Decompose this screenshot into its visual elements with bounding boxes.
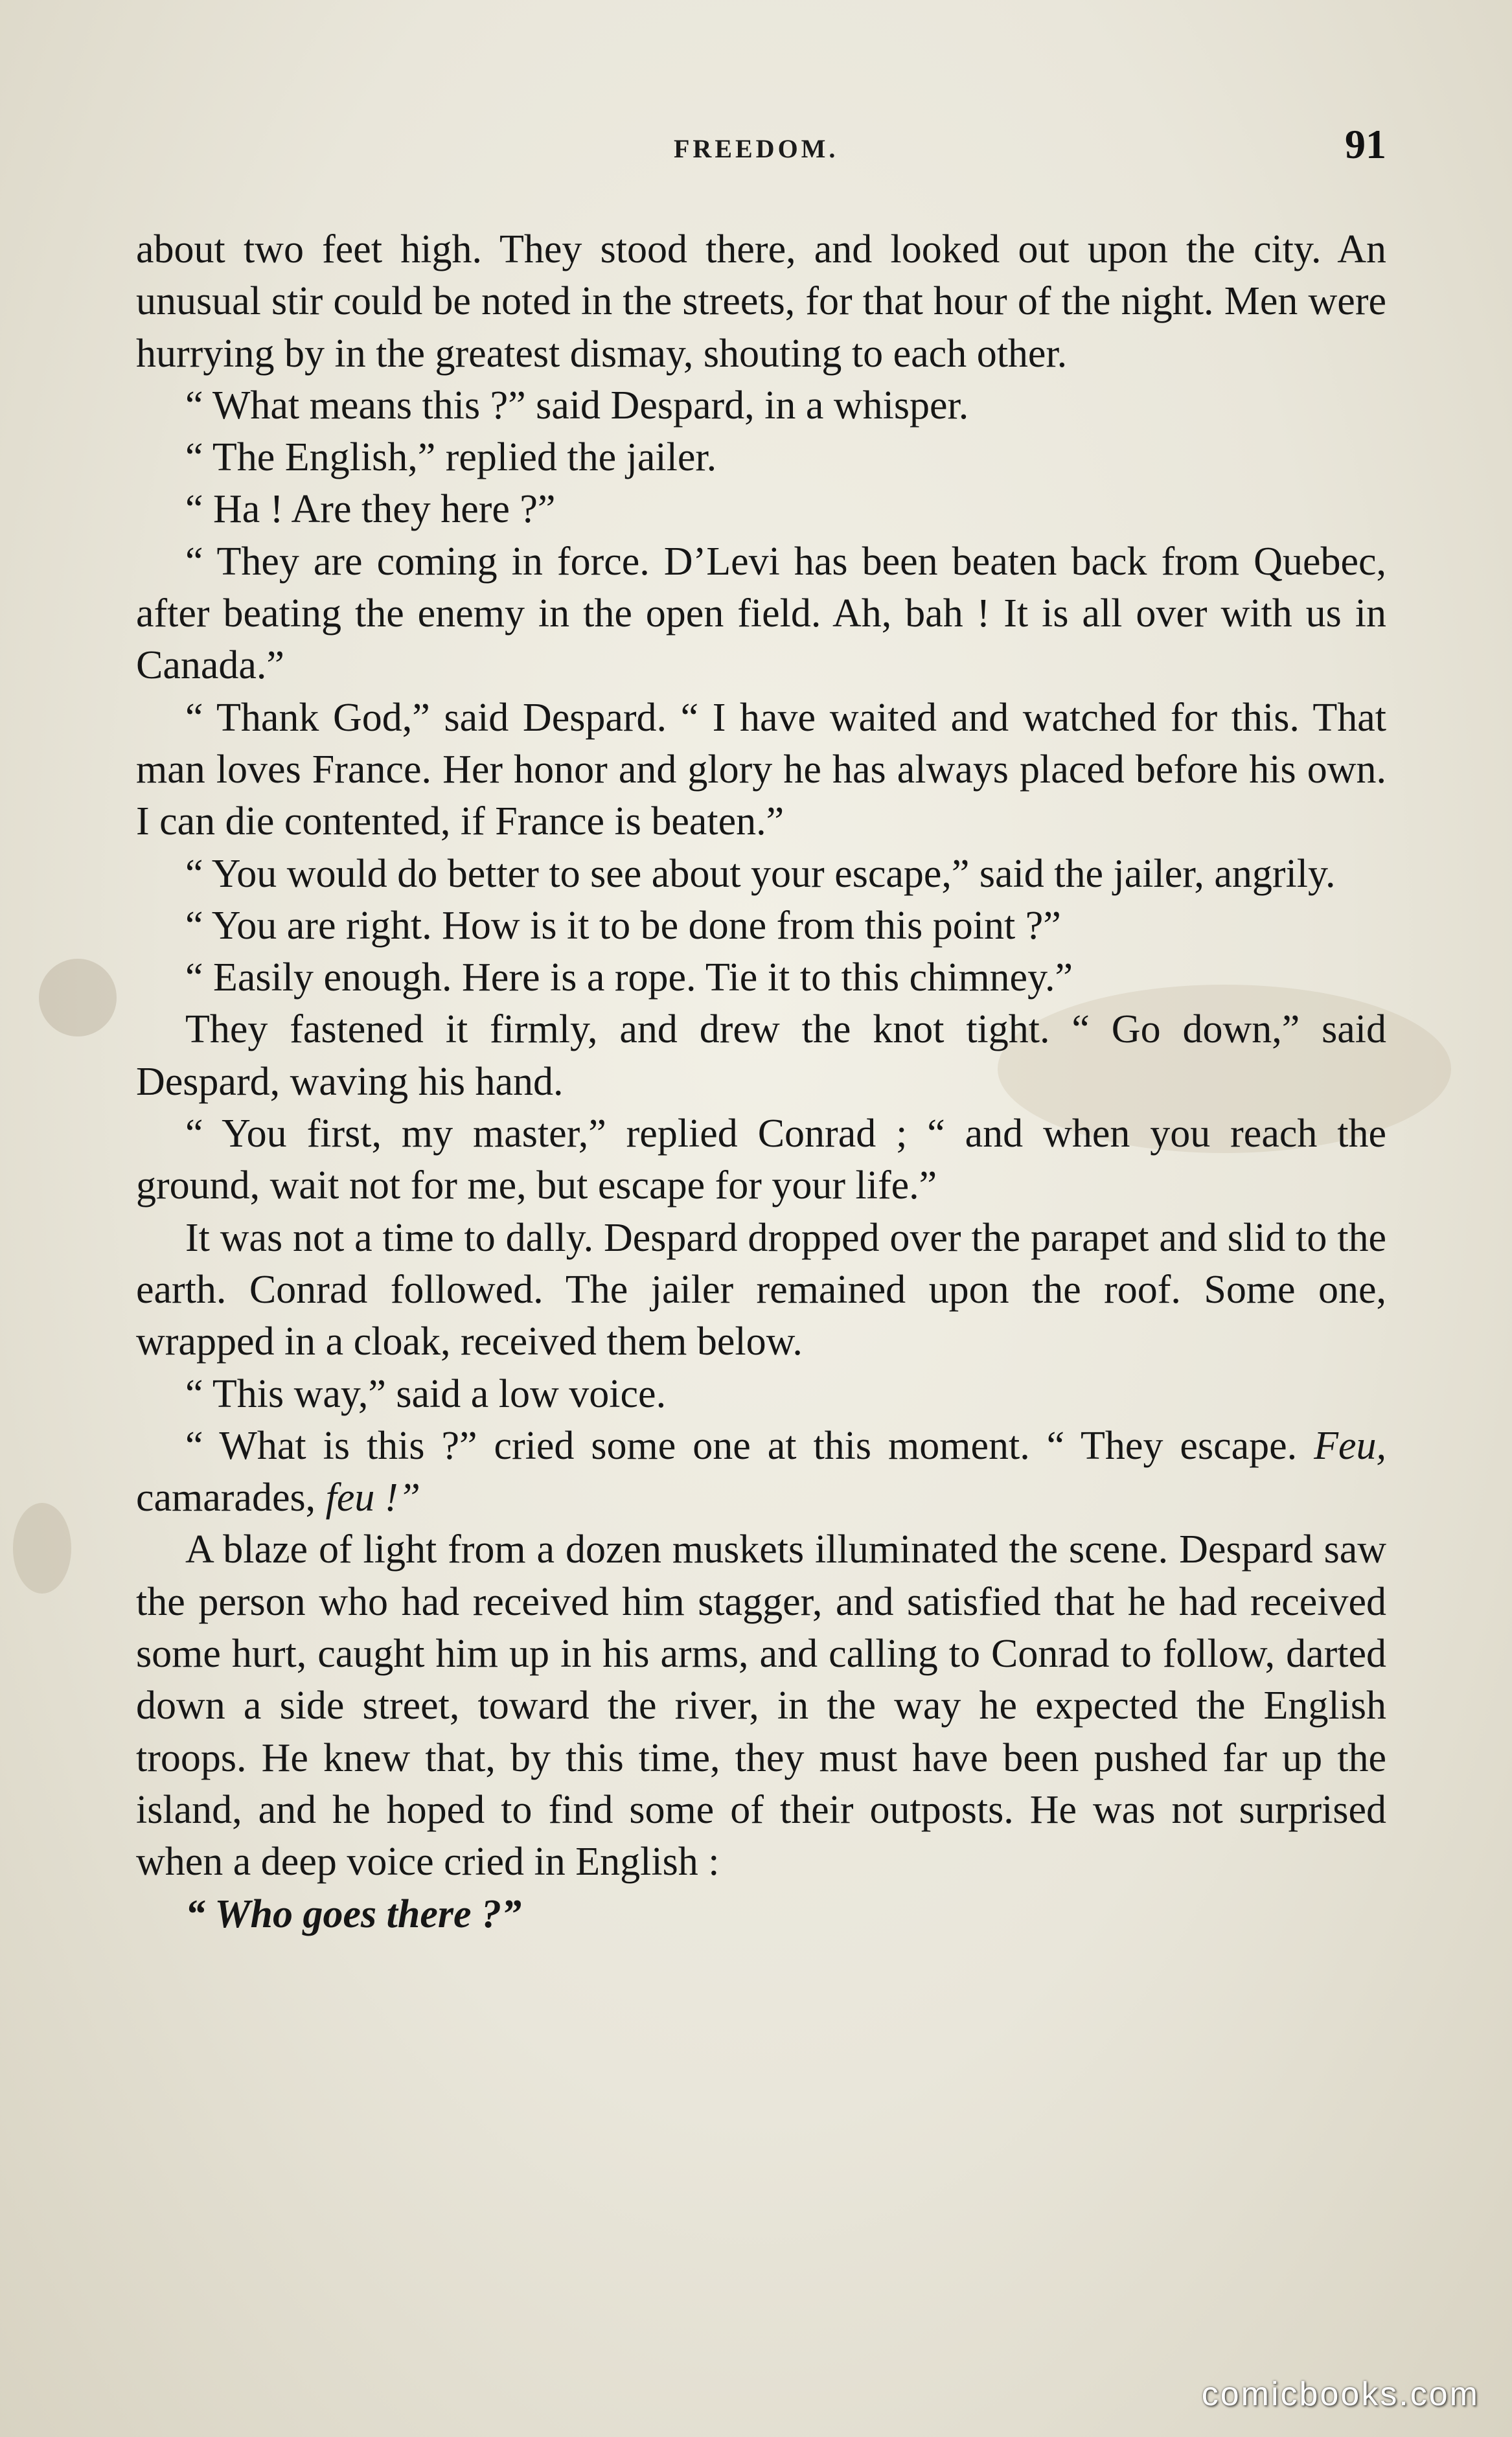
paragraph: “ Thank God,” said Despard. “ I have waited and watched for this. That man loves France. Her honor and glory he has always placed before his own. I can die contented, if France is beaten.” — [136, 695, 1386, 844]
paragraph — [136, 1420, 1386, 1524]
paragraph: “ What means this ?” said Despard, in a whisper. — [185, 383, 969, 428]
paper-damage — [39, 959, 117, 1036]
paper-damage — [13, 1503, 71, 1594]
paragraph: “ You first, my master,” replied Conrad ; “ and when you reach the ground, wait not for me, but escape for your life.” — [136, 1112, 1386, 1208]
paragraph: about two feet high. They stood there, and looked out upon the city. An unusual stir could be noted in the streets, for that hour of the night. Men were hurrying by in the greatest dismay, shouting to each other. — [136, 227, 1386, 376]
paragraph: “ They are coming in force. D’Levi has been beaten back from Quebec, after beating the enemy in the open field. Ah, bah ! It is all over with us in Canada.” — [136, 539, 1386, 688]
paragraph: It was not a time to dally. Despard dropped over the parapet and slid to the earth. Conrad followed. The jailer remained upon the roof. Some one, wrapped in a cloak, received them below. — [136, 1215, 1386, 1364]
paragraph: “ You would do better to see about your escape,” said the jailer, angrily. — [185, 851, 1336, 896]
paragraph: A blaze of light from a dozen muskets illuminated the scene. Despard saw the person who had received him stagger, and satisfied that he had received some hurt, caught him up in his arms, and calling to Conrad to follow, darted down a side street, toward the river, in the way he expected the English troops. He knew that, by this time, they must have been pushed far up the island, and he hoped to find some of their outposts. He was not surprised when a deep voice cried in English : — [136, 1527, 1386, 1884]
paragraph: They fastened it firmly, and drew the knot tight. “ Go down,” said Despard, waving his hand. — [136, 1007, 1386, 1104]
page-header — [136, 120, 1386, 179]
paragraph: “ Easily enough. Here is a rope. Tie it to this chimney.” — [185, 955, 1073, 1000]
paragraph: “ The English,” replied the jailer. — [185, 435, 717, 480]
paragraph: “ Who goes there ?” — [185, 1892, 522, 1936]
watermark: comicbooks.com — [1201, 2375, 1480, 2413]
dialogue-text: camarades, — [136, 1476, 326, 1520]
french-text: Feu, — [1314, 1423, 1386, 1468]
paragraph: “ Ha ! Are they here ?” — [185, 487, 556, 532]
paragraph: “ This way,” said a low voice. — [185, 1371, 667, 1416]
paragraph: “ You are right. How is it to be done from this point ?” — [185, 903, 1061, 948]
french-text: feu !” — [325, 1476, 420, 1520]
page-number: 91 — [1345, 121, 1386, 167]
body-text — [136, 223, 1386, 1940]
dialogue-text: “ What is this ?” cried some one at this moment. “ They escape. — [185, 1423, 1314, 1468]
running-title: FREEDOM. — [674, 134, 839, 163]
